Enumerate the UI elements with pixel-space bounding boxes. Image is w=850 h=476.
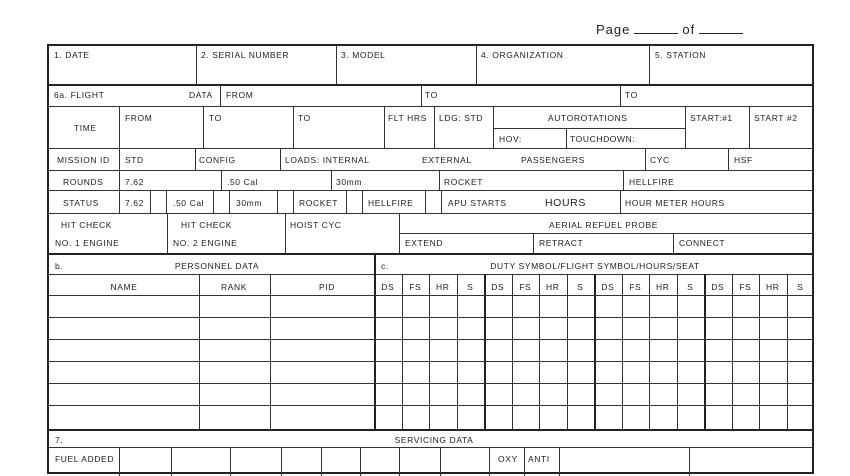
divider <box>524 447 525 476</box>
start2-label: START #2 <box>754 113 798 123</box>
hours-label: HOURS <box>545 197 586 209</box>
duty-column-header: S <box>467 282 474 292</box>
external-label: EXTERNAL <box>422 155 472 165</box>
oxy-label: OXY <box>498 454 518 464</box>
duty-column-header: HR <box>766 282 780 292</box>
divider <box>439 170 440 190</box>
divider <box>119 447 120 476</box>
divider <box>213 190 214 213</box>
duty-symbol-title: DUTY SYMBOL/FLIGHT SYMBOL/HOURS/SEAT <box>490 261 700 271</box>
anti-label: ANTI <box>528 454 550 464</box>
duty-column-header: S <box>687 282 694 292</box>
rounds-label: ROUNDS <box>63 177 104 187</box>
duty-section-letter: c. <box>381 261 389 271</box>
personnel-data-title: PERSONNEL DATA <box>174 261 260 271</box>
divider <box>673 233 674 253</box>
divider <box>285 213 286 253</box>
divider <box>220 85 221 106</box>
personnel-section-letter: b. <box>55 261 64 271</box>
divider <box>441 190 442 213</box>
cyc-label: CYC <box>650 155 670 165</box>
pid-column-header: PID <box>319 282 335 292</box>
table-row <box>49 339 814 340</box>
divider <box>321 447 322 476</box>
status-762-label: 7.62 <box>125 198 144 208</box>
divider <box>749 106 750 148</box>
divider <box>277 190 278 213</box>
fuel-added-label: FUEL ADDED <box>55 454 115 464</box>
page-total-field[interactable] <box>699 32 743 34</box>
divider <box>645 148 646 170</box>
divider <box>281 447 282 476</box>
divider <box>566 128 567 148</box>
model-label: 3. MODEL <box>341 50 386 60</box>
section-divider <box>374 253 376 429</box>
section-divider <box>49 253 814 255</box>
name-column-header: NAME <box>110 282 138 292</box>
hov-label: HOV: <box>499 134 522 144</box>
connect-label: CONNECT <box>679 238 726 248</box>
station-label: 5. STATION <box>655 50 707 60</box>
divider <box>440 447 441 476</box>
divider <box>49 213 814 214</box>
divider <box>150 190 151 213</box>
section-divider <box>49 429 814 431</box>
hsf-label: HSF <box>734 155 753 165</box>
divider <box>49 170 814 171</box>
autorotations-label: AUTOROTATIONS <box>548 113 628 123</box>
divider <box>476 46 477 84</box>
divider <box>203 106 204 148</box>
divider <box>293 190 294 213</box>
divider <box>166 190 167 213</box>
start1-label: START:#1 <box>690 113 733 123</box>
serial-number-label: 2. SERIAL NUMBER <box>201 50 290 60</box>
mission-id-label: MISSION ID <box>57 155 110 165</box>
time-label: TIME <box>74 123 97 133</box>
hoist-cyc-label: HOIST CYC <box>290 220 342 230</box>
duty-column-header: DS <box>381 282 395 292</box>
divider <box>489 447 490 476</box>
rounds-50cal-label: .50 Cal <box>227 177 259 187</box>
divider <box>689 447 690 476</box>
extend-label: EXTEND <box>405 238 444 248</box>
divider <box>399 233 814 234</box>
divider <box>119 148 120 170</box>
divider <box>230 447 231 476</box>
time-to-label: TO <box>209 113 222 123</box>
rounds-762-label: 7.62 <box>125 177 144 187</box>
page-of-label: of <box>682 22 696 37</box>
divider <box>384 106 385 148</box>
flight-data-label: DATA <box>189 90 213 100</box>
engine-1-label: NO. 1 ENGINE <box>55 238 120 248</box>
table-row <box>49 383 814 384</box>
organization-label: 4. ORGANIZATION <box>481 50 564 60</box>
duty-column-header: DS <box>601 282 615 292</box>
divider <box>336 46 337 84</box>
ldg-std-label: LDG: STD <box>439 113 484 123</box>
divider <box>167 213 168 253</box>
loads-internal-label: LOADS: INTERNAL <box>285 155 370 165</box>
divider <box>280 148 281 170</box>
divider <box>399 447 400 476</box>
divider <box>346 190 347 213</box>
hour-meter-hours-label: HOUR METER HOURS <box>625 198 725 208</box>
flt-hrs-label: FLT HRS <box>388 113 427 123</box>
divider <box>49 148 814 149</box>
passengers-label: PASSENGERS <box>521 155 585 165</box>
divider <box>623 170 624 190</box>
flight-label: 6a. FLIGHT <box>54 90 105 100</box>
aerial-refuel-probe-label: AERIAL REFUEL PROBE <box>549 220 659 230</box>
status-rocket-label: ROCKET <box>299 198 339 208</box>
table-row <box>49 317 814 318</box>
status-50cal-label: .50 Cal <box>173 198 205 208</box>
divider <box>360 447 361 476</box>
divider <box>685 106 686 148</box>
section-divider <box>49 84 814 86</box>
duty-column-header: DS <box>491 282 505 292</box>
config-label: CONFIG <box>199 155 236 165</box>
status-hellfire-label: HELLFIRE <box>368 198 414 208</box>
divider <box>49 274 814 275</box>
duty-column-header: HR <box>436 282 450 292</box>
divider <box>119 170 120 190</box>
duty-column-header: HR <box>546 282 560 292</box>
rounds-hellfire-label: HELLFIRE <box>629 177 675 187</box>
retract-label: RETRACT <box>539 238 584 248</box>
page-number <box>596 22 747 37</box>
duty-column-header: FS <box>519 282 532 292</box>
page-label: Page <box>596 22 631 37</box>
flight-record-form <box>47 44 814 474</box>
divider <box>119 190 120 213</box>
flight-to-label: TO <box>425 90 438 100</box>
duty-column-header: S <box>577 282 584 292</box>
apu-starts-label: APU STARTS <box>448 198 507 208</box>
divider <box>649 46 650 84</box>
divider <box>293 106 294 148</box>
status-30mm-label: 30mm <box>236 198 263 208</box>
divider <box>421 85 422 106</box>
divider <box>493 106 494 148</box>
table-row <box>49 405 814 406</box>
duty-column-header: FS <box>629 282 642 292</box>
divider <box>434 106 435 148</box>
hit-check-2-label: HIT CHECK <box>181 220 233 230</box>
status-label: STATUS <box>63 198 99 208</box>
time-from-label: FROM <box>125 113 153 123</box>
rounds-rocket-label: ROCKET <box>444 177 484 187</box>
divider <box>620 85 621 106</box>
engine-2-label: NO. 2 ENGINE <box>173 238 238 248</box>
table-row <box>49 361 814 362</box>
touchdown-label: TOUCHDOWN: <box>570 134 636 144</box>
duty-column-header: S <box>797 282 804 292</box>
date-label: 1. DATE <box>54 50 90 60</box>
divider <box>331 170 332 190</box>
divider <box>620 190 621 213</box>
duty-column-header: HR <box>656 282 670 292</box>
divider <box>362 190 363 213</box>
servicing-section-number: 7. <box>55 435 64 445</box>
divider <box>49 190 814 191</box>
divider <box>559 447 560 476</box>
duty-column-header: FS <box>409 282 422 292</box>
divider <box>728 148 729 170</box>
page-number-field[interactable] <box>634 32 678 34</box>
divider <box>493 128 685 129</box>
duty-column-header: DS <box>711 282 725 292</box>
table-row <box>49 295 814 296</box>
divider <box>171 447 172 476</box>
divider <box>221 170 222 190</box>
duty-column-header: FS <box>739 282 752 292</box>
rank-column-header: RANK <box>220 282 248 292</box>
hit-check-1-label: HIT CHECK <box>61 220 113 230</box>
divider <box>119 106 120 148</box>
divider <box>229 190 230 213</box>
divider <box>49 106 814 107</box>
flight-from-label: FROM <box>226 90 254 100</box>
divider <box>196 46 197 84</box>
time-to2-label: TO <box>298 113 311 123</box>
divider <box>195 148 196 170</box>
divider <box>425 190 426 213</box>
divider <box>49 447 814 448</box>
mission-std-label: STD <box>125 155 144 165</box>
divider <box>533 233 534 253</box>
flight-to2-label: TO <box>625 90 638 100</box>
servicing-data-title: SERVICING DATA <box>394 435 474 445</box>
rounds-30mm-label: 30mm <box>336 177 363 187</box>
